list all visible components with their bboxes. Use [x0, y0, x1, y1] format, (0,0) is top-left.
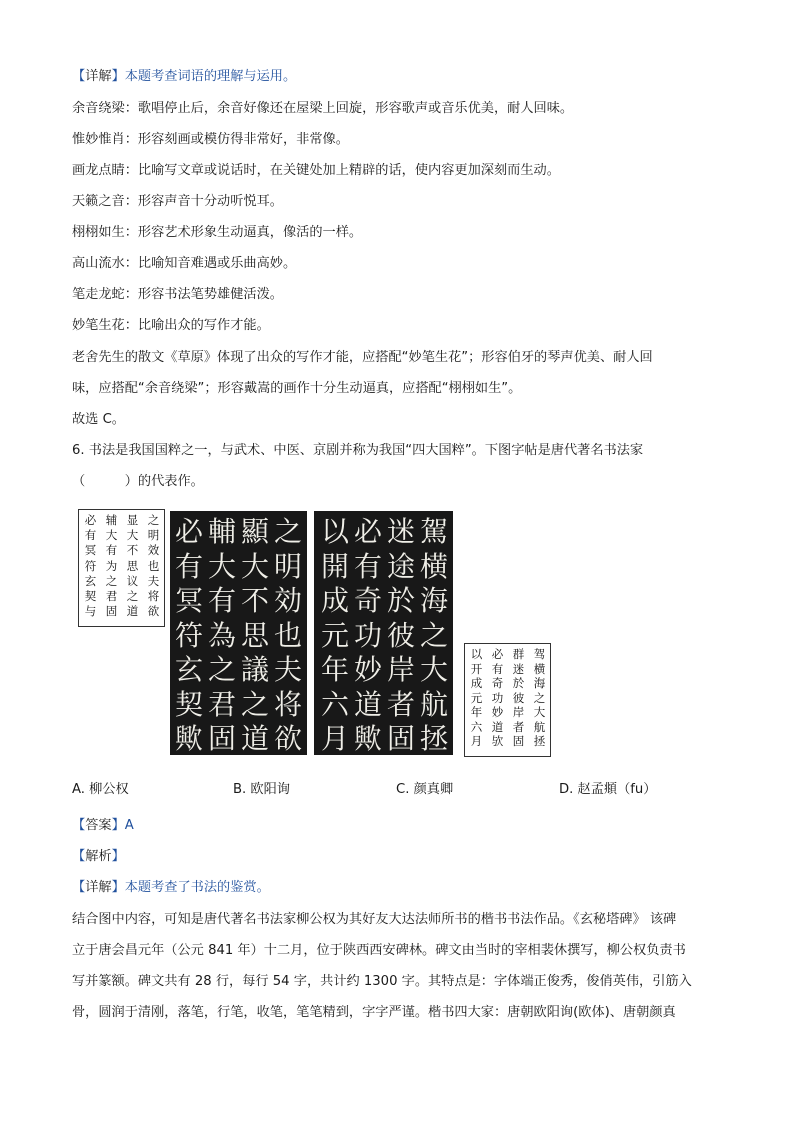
box-left-char: 也 [147, 558, 160, 573]
box-right-char: 迷 [512, 661, 525, 676]
rubbing-left-char: 顯 [240, 515, 269, 548]
box-left-char: 大 [105, 528, 118, 543]
rubbing-right-char: 之 [419, 618, 448, 652]
box-right-char: 以 [470, 647, 483, 661]
rubbing-right-char: 成 [320, 584, 349, 617]
rubbing-left-char: 冥 [174, 584, 203, 617]
calligraphy-rubbing-left [170, 511, 307, 755]
box-right-char: 大 [533, 705, 546, 719]
rubbing-left-char: 道 [240, 722, 269, 755]
rubbing-left-char: 玄 [174, 653, 203, 686]
box-right-char: 开 [470, 661, 483, 676]
rubbing-left-char: 之 [207, 653, 236, 686]
rubbing-right-char: 航 [419, 687, 448, 721]
option-d: D. 赵孟頫（fu） [559, 782, 657, 797]
box-left-col-2 [126, 513, 139, 619]
rubbing-right-char: 岸 [386, 653, 415, 686]
rubbing-right-char: 必 [353, 515, 382, 548]
box-left-char: 辅 [105, 513, 118, 527]
box-right-char: 道 [491, 719, 504, 734]
rubbing-left-char: 議 [240, 653, 269, 686]
rubbing-left-char: 歟 [174, 722, 203, 755]
transcription-box-right [464, 643, 551, 757]
transcription-box-left [78, 509, 165, 627]
box-left-char: 为 [105, 558, 118, 573]
box-left-col-3 [105, 513, 118, 619]
rubbing-left-char: 之 [273, 515, 302, 548]
box-right-char: 六 [470, 719, 483, 734]
rubbing-right-col-1 [417, 515, 451, 757]
box-right-char: 奇 [491, 676, 504, 690]
rubbing-right-char: 有 [353, 549, 382, 583]
rubbing-right-char: 以 [320, 515, 349, 548]
rubbing-left-char: 不 [240, 584, 269, 617]
option-b: B. 欧阳询 [233, 782, 290, 797]
box-left-char: 欲 [147, 604, 160, 619]
rubbing-left-char: 為 [207, 618, 236, 652]
idiom-line-7: 笔走龙蛇：形容书法笔势雄健活泼。 [72, 287, 283, 302]
rubbing-left-char: 輔 [207, 515, 236, 548]
idiom-line-6: 高山流水：比喻知音难遇或乐曲高妙。 [72, 256, 297, 271]
box-right-char: 月 [470, 734, 483, 748]
idiom-line-1: 余音绕梁：歌唱停止后，余音好像还在屋梁上回旋，形容歌声或音乐优美，耐人回味。 [72, 101, 574, 116]
rubbing-left-char: 効 [273, 584, 302, 617]
rubbing-right-char: 駕 [419, 515, 448, 548]
box-right-char: 海 [533, 676, 546, 690]
rubbing-left-char: 明 [273, 549, 302, 583]
rubbing-left-char: 也 [273, 618, 302, 652]
box-left-char: 大 [126, 528, 139, 543]
rubbing-right-char: 奇 [353, 584, 382, 617]
rubbing-right-char: 於 [386, 584, 415, 617]
box-right-char: 者 [512, 719, 525, 734]
question-line-2: （ ）的代表作。 [72, 474, 204, 489]
box-left-char: 思 [126, 558, 139, 573]
box-right-char: 之 [533, 690, 546, 705]
rubbing-right-char: 元 [320, 618, 349, 652]
box-right-char: 驾 [533, 647, 546, 661]
rubbing-left-col-2 [238, 515, 272, 757]
rubbing-right-char: 年 [320, 653, 349, 686]
box-right-char: 成 [470, 676, 483, 690]
box-right-char: 拯 [533, 734, 546, 748]
box-right-col-2 [512, 647, 525, 749]
question-line-1: 6. 书法是我国国粹之一，与武术、中医、京剧并称为我国“四大国粹”。下图字帖是唐代著名书法家 [72, 443, 644, 458]
box-right-char: 必 [491, 647, 504, 661]
rubbing-left-char: 大 [240, 549, 269, 583]
box-right-char: 岸 [512, 705, 525, 719]
rubbing-right-char: 歟 [353, 722, 382, 755]
rubbing-right-col-3 [351, 515, 385, 757]
rubbing-right-char: 功 [353, 618, 382, 652]
rubbing-right-col-2 [384, 515, 418, 757]
box-right-col-1 [533, 647, 546, 749]
rubbing-right-char: 六 [320, 687, 349, 721]
box-right-char: 有 [491, 661, 504, 676]
rubbing-left-char: 符 [174, 618, 203, 652]
box-left-char: 明 [147, 528, 160, 543]
box-left-char: 固 [105, 604, 118, 619]
rubbing-left-char: 君 [207, 687, 236, 721]
box-left-char: 冥 [84, 543, 97, 558]
box-left-char: 有 [105, 543, 118, 558]
box-left-char: 道 [126, 604, 139, 619]
rubbing-right-char: 妙 [353, 653, 382, 686]
rubbing-left-char: 有 [207, 584, 236, 617]
choice-line: 故选 C。 [72, 412, 125, 427]
idiom-line-8: 妙笔生花：比喻出众的写作才能。 [72, 318, 270, 333]
answer-line: 【答案】A [72, 818, 134, 833]
box-left-char: 夫 [147, 573, 160, 588]
rubbing-left-char: 夫 [273, 653, 302, 686]
box-right-char: 元 [470, 690, 483, 705]
idiom-line-3: 画龙点睛：比喻写文章或说话时，在关键处加上精辟的话，使内容更加深刻而生动。 [72, 163, 560, 178]
explanation-line-4: 骨，圆润于清刚，落笔，行笔，收笔，笔笔精到，字字严谨。楷书四大家：唐朝欧阳询(欧体)、唐朝颜真 [72, 1005, 676, 1020]
rubbing-right-char: 者 [386, 687, 415, 721]
analysis-heading: 【解析】 [72, 849, 125, 864]
box-right-char: 固 [512, 734, 525, 748]
rubbing-right-char: 固 [386, 722, 415, 755]
rubbing-left-col-1 [271, 515, 305, 757]
box-right-char: 群 [512, 647, 525, 661]
rubbing-right-char: 道 [353, 687, 382, 721]
rubbing-right-char: 横 [419, 549, 448, 583]
detail-heading-2: 【详解】本题考查了书法的鉴赏。 [72, 880, 270, 895]
box-right-char: 於 [512, 676, 525, 690]
rubbing-right-char: 海 [419, 584, 448, 617]
rubbing-left-col-4 [172, 515, 206, 757]
box-right-col-3 [491, 647, 504, 749]
box-right-char: 横 [533, 661, 546, 676]
detail-heading: 【详解】本题考查词语的理解与运用。 [72, 69, 297, 84]
box-left-char: 君 [105, 588, 118, 603]
rubbing-left-col-3 [205, 515, 239, 757]
box-left-char: 玄 [84, 573, 97, 588]
box-left-char: 议 [126, 573, 139, 588]
rubbing-left-char: 有 [174, 549, 203, 583]
box-left-char: 符 [84, 558, 97, 573]
box-left-char: 有 [84, 528, 97, 543]
box-left-char: 之 [147, 513, 160, 527]
box-left-char: 之 [126, 588, 139, 603]
rubbing-left-char: 必 [174, 515, 203, 548]
box-left-char: 必 [84, 513, 97, 527]
conclusion-line-2: 味，应搭配“余音绕梁”；形容戴嵩的画作十分生动逼真，应搭配“栩栩如生”。 [72, 381, 522, 396]
rubbing-left-char: 固 [207, 722, 236, 755]
box-right-char: 航 [533, 719, 546, 734]
option-c: C. 颜真卿 [396, 782, 454, 797]
rubbing-left-char: 契 [174, 687, 203, 721]
box-left-char: 不 [126, 543, 139, 558]
idiom-line-2: 惟妙惟肖：形容刻画或模仿得非常好，非常像。 [72, 132, 349, 147]
box-left-col-1 [147, 513, 160, 619]
rubbing-left-char: 大 [207, 549, 236, 583]
rubbing-right-char: 彼 [386, 618, 415, 652]
box-right-char: 年 [470, 705, 483, 719]
idiom-line-4: 天籁之音：形容声音十分动听悦耳。 [72, 194, 283, 209]
box-left-char: 将 [147, 588, 160, 603]
rubbing-right-char: 拯 [419, 722, 448, 755]
explanation-line-1: 结合图中内容，可知是唐代著名书法家柳公权为其好友大达法师所书的楷书书法作品。《玄秘塔碑》 该碑 [72, 912, 677, 927]
box-left-col-4 [84, 513, 97, 619]
box-right-char: 彼 [512, 690, 525, 705]
rubbing-right-char: 途 [386, 549, 415, 583]
calligraphy-rubbing-right [314, 511, 453, 755]
rubbing-left-char: 之 [240, 687, 269, 721]
rubbing-left-char: 欲 [273, 722, 302, 755]
box-left-char: 契 [84, 588, 97, 603]
box-left-char: 显 [126, 513, 139, 527]
rubbing-right-char: 大 [419, 653, 448, 686]
rubbing-left-char: 将 [273, 687, 302, 721]
option-a: A. 柳公权 [72, 782, 129, 797]
rubbing-left-char: 思 [240, 618, 269, 652]
rubbing-right-char: 開 [320, 549, 349, 583]
idiom-line-5: 栩栩如生：形容艺术形象生动逼真，像活的一样。 [72, 225, 363, 240]
explanation-line-2: 立于唐会昌元年（公元 841 年）十二月，位于陕西西安碑林。碑文由当时的宰相裴休撰写，柳公权负责书 [72, 943, 686, 958]
rubbing-right-col-4 [318, 515, 352, 757]
box-right-char: 欤 [491, 734, 504, 748]
box-left-char: 之 [105, 573, 118, 588]
rubbing-right-char: 月 [320, 722, 349, 755]
explanation-line-3: 写并篆额。碑文共有 28 行，每行 54 字，共计约 1300 字。其特点是：字体端正俊秀，俊俏英伟，引筋入 [72, 974, 692, 989]
box-right-char: 功 [491, 690, 504, 705]
conclusion-line-1: 老舍先生的散文《草原》体现了出众的写作才能，应搭配“妙笔生花”；形容伯牙的琴声优美、耐人回 [72, 350, 653, 365]
box-left-char: 与 [84, 604, 97, 619]
rubbing-right-char: 迷 [386, 515, 415, 548]
box-right-char: 妙 [491, 705, 504, 719]
box-right-col-4 [470, 647, 483, 749]
box-left-char: 效 [147, 543, 160, 558]
